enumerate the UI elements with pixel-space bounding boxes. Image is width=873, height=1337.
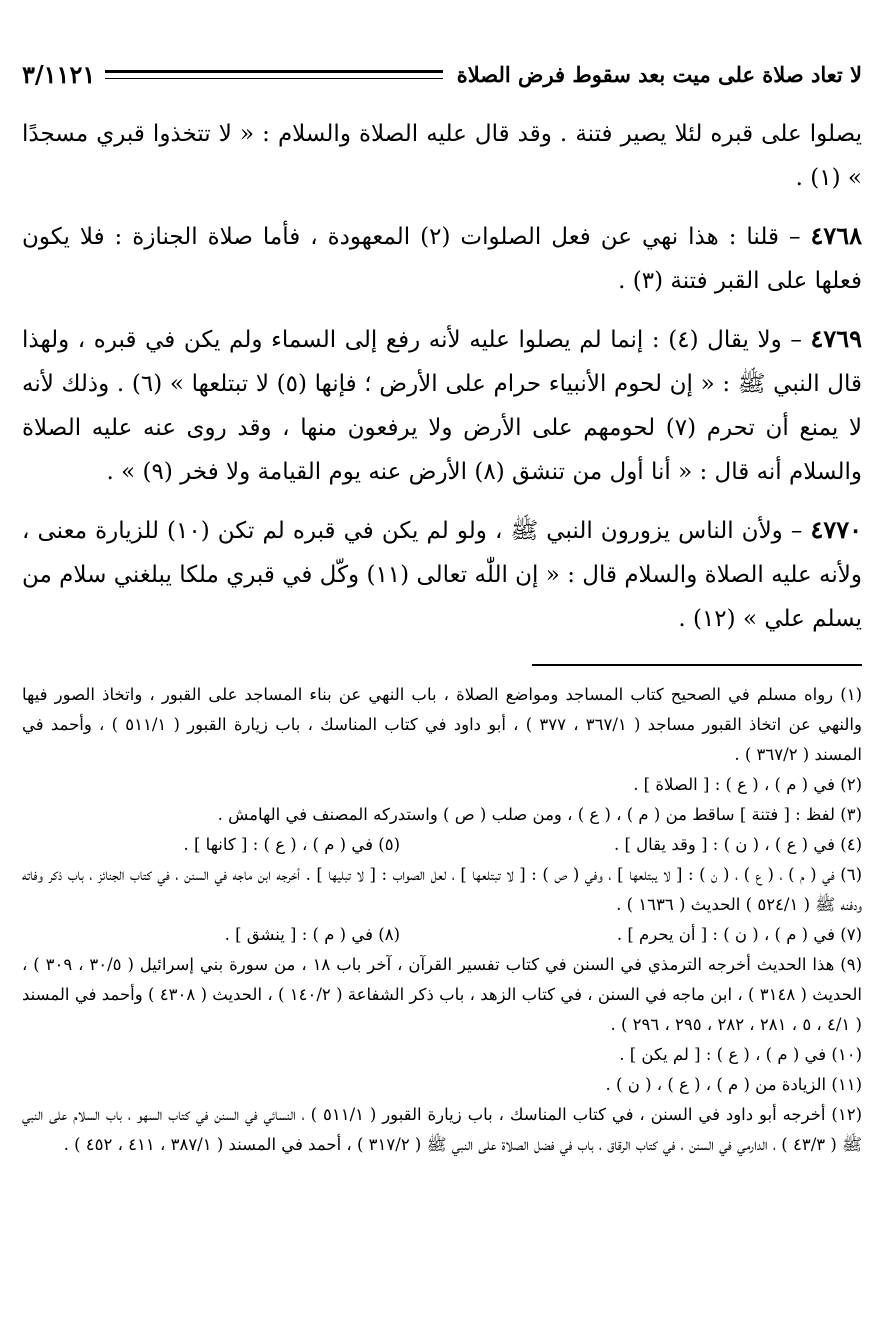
paragraph-text: – ولا يقال (٤) : إنما لم يصلوا عليه لأنه رفع إلى السماء ولم يكن في قبره ، ولهذا قال النبي ﷺ : « إن لحوم الأنبياء حرام على الأرض ؛ فإنها (٥) لا تبتلعها » (٦) . وذلك لأنه لا يمنع أن تحرم (٧) لحومهم على الأرض ولا يرفعون منها ، وقد روى عنه عليه الصلاة والسلام أنه قال : « أنا أول من تنشق (٨) الأرض عنه يوم القيامة ولا فخر (٩) » .	[22, 327, 863, 485]
running-header	[22, 52, 862, 96]
main-text	[22, 112, 862, 655]
footnote-5: (٥) في ( م ) ، ( ع ) : [ كانها ] .	[183, 835, 400, 854]
footnote-9: (٩) هذا الحديث أخرجه الترمذي في السنن في كتاب تفسير القرآن ، آخر باب ١٨ ، من سورة بني إسرائيل ( ٣٠/٥ ، ٣٠٩ ) ، الحديث ( ٣١٤٨ ) ، ابن ماجه في السنن ، في كتاب الزهد ، باب ذكر الشفاعة ( ١٤٠/٢ ) ، الحديث ( ٤٣٠٨ ) وأحمد في المسند ( ٤/١ ، ٥ ، ٢٨١ ، ٢٨٢ ، ٢٩٥ ، ٢٩٦ ) .	[22, 955, 862, 1034]
chapter-title: لا تعاد صلاة على ميت بعد سقوط فرض الصلاة	[456, 61, 862, 87]
paragraph-number: ٤٧٦٩	[810, 324, 863, 353]
paragraph-4770	[22, 508, 862, 641]
paragraph-text: – قلنا : هذا نهي عن فعل الصلوات (٢) المعهودة ، فأما صلاة الجنازة : فلا يكون فعلها على القبر فتنة (٣) .	[22, 224, 862, 294]
paragraph-number: ٤٧٧٠	[810, 515, 862, 544]
paragraph-4768	[22, 214, 862, 303]
footnote-1: (١) رواه مسلم في الصحيح كتاب المساجد ومواضع الصلاة ، باب النهي عن بناء المساجد على القبور ، واتخاذ الصور فيها والنهي عن اتخاذ القبور مساجد ( ٣٦٧/١ ، ٣٧٧ ) ، أبو داود في كتاب المناسك ، باب زيارة القبور ( ٥١١/١ ) ، وأحمد في المسند ( ٣٦٧/٢ ) .	[22, 685, 862, 764]
book-page	[22, 0, 862, 1337]
footnote-2: (٢) في ( م ) ، ( ع ) : [ الصلاة ] .	[633, 775, 862, 794]
footnote-11: (١١) الزيادة من ( م ) ، ( ع ) ، ( ن ) .	[605, 1075, 862, 1094]
footnote-separator	[532, 664, 862, 666]
footnote-4: (٤) في ( ع ) ، ( ن ) : [ وقد يقال ] .	[613, 835, 862, 854]
paragraph-4769	[22, 317, 862, 494]
footnote-3: (٣) لفظ : [ فتنة ] ساقط من ( م ) ، ( ع ) ، ومن صلب ( ص ) واستدركه المصنف في الهامش .	[217, 805, 862, 824]
footnote-row-4-5	[22, 830, 862, 860]
paragraph-number: ٤٧٦٨	[810, 221, 862, 250]
footnote-6: (٦) في ( م ) ، ( ع ) ، ( ن ) : [ لا يبتلعها ] ، وفي ( ص ) : [ لا تبتلعها ] ، لعل الصواب : [ لا تبليها ] . أخرجه ابن ماجه في السنن ، في كتاب الجنائز ، باب ذكر وفاته ودفنه ﷺ ( ٥٢٤/١ ) الحديث ( ١٦٣٦ ) .	[22, 865, 862, 914]
footnote-8: (٨) في ( م ) : [ ينشق ] .	[224, 925, 400, 944]
footnote-row-7-8	[22, 920, 862, 950]
footnote-10: (١٠) في ( م ) ، ( ع ) : [ لم يكن ] .	[619, 1045, 862, 1064]
page-number: ٣/١١٢١	[22, 59, 96, 89]
footnote-12: (١٢) أخرجه أبو داود في السنن ، في كتاب المناسك ، باب زيارة القبور ( ٥١١/١ ) ، النسائي في السنن في كتاب السهو ، باب السلام على النبي ﷺ ( ٤٣/٣ ) ، الدارمي في السنن ، في كتاب الرقاق ، باب في فضل الصلاة على النبي ﷺ ( ٣١٧/٢ ) ، أحمد في المسند ( ٣٨٧/١ ، ٤١١ ، ٤٥٢ ) .	[22, 1105, 863, 1154]
paragraph-continuation: يصلوا على قبره لئلا يصير فتنة . وقد قال عليه الصلاة والسلام : « لا تتخذوا قبري مسجدًا » (١) .	[22, 121, 862, 191]
footnotes	[22, 680, 862, 1160]
footnote-7: (٧) في ( م ) ، ( ن ) : [ أن يحرم ] .	[616, 925, 862, 944]
header-rule	[105, 70, 443, 79]
paragraph-text: – ولأن الناس يزورون النبي ﷺ ، ولو لم يكن في قبره لم تكن (١٠) للزيارة معنى ، ولأنه عليه الصلاة والسلام قال : « إن اللّٰه تعالى (١١) وكّل في قبري ملكا يبلغني سلام من يسلم علي » (١٢) .	[22, 518, 862, 632]
